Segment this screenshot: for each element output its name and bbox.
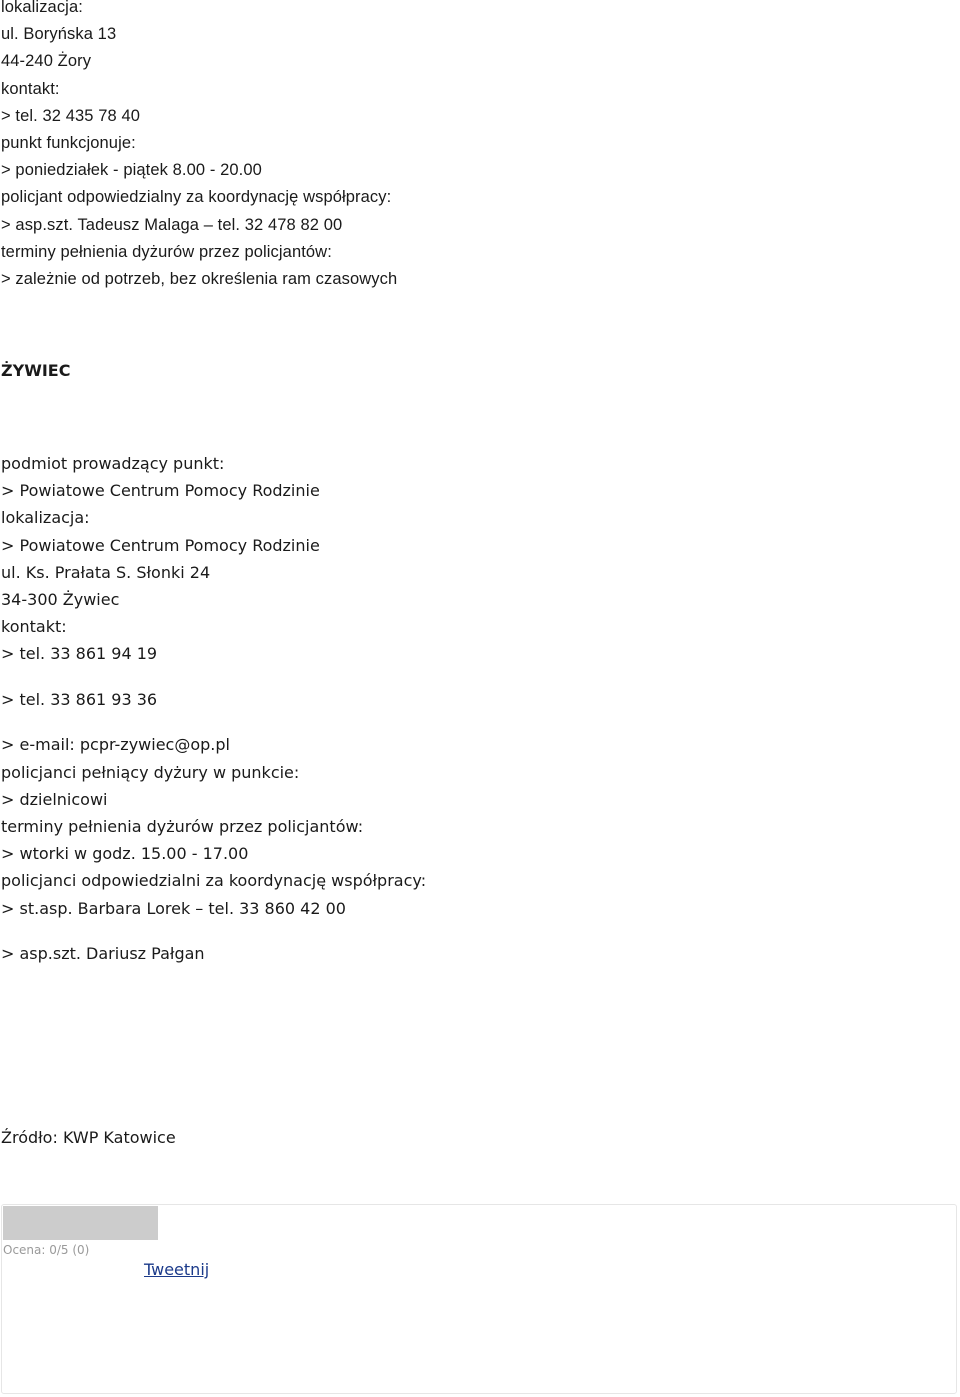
label-operator: podmiot prowadzący punkt:	[1, 454, 225, 473]
zywiec-contact-block	[1, 450, 426, 967]
hours-line: > poniedziałek - piątek 8.00 - 20.00	[1, 161, 262, 180]
label-coordinators: policjanci odpowiedzialni za koordynację współpracy:	[1, 871, 427, 891]
rating-stars-widget[interactable]	[3, 1206, 158, 1240]
email-line: > e-mail: pcpr-zywiec@op.pl	[1, 735, 230, 755]
operator-line: > Powiatowe Centrum Pomocy Rodzinie	[1, 481, 320, 501]
coordinator-line-2: > asp.szt. Dariusz Pałgan	[1, 944, 205, 964]
section-heading-zywiec: ŻYWIEC	[1, 361, 71, 380]
rating-share-box	[1, 1204, 957, 1394]
label-kontakt: kontakt:	[1, 79, 60, 98]
label-hours: punkt funkcjonuje:	[1, 133, 136, 152]
address-city: 44-240 Żory	[1, 52, 92, 71]
phone-line-2: > tel. 33 861 93 36	[1, 689, 158, 709]
label-duty-officers: policjanci pełniący dyżury w punkcie:	[1, 762, 300, 782]
label-duty-terms: terminy pełnienia dyżurów przez policjantów:	[1, 817, 364, 837]
coordinator-line: > asp.szt. Tadeusz Malaga – tel. 32 478 82 00	[1, 215, 343, 234]
label-duty-terms: terminy pełnienia dyżurów przez policjantów:	[1, 242, 332, 261]
address-city: 34-300 Żywiec	[1, 589, 120, 609]
duty-terms-line: > zależnie od potrzeb, bez określenia ram czasowych	[1, 269, 398, 288]
phone-line-1: > tel. 33 861 94 19	[1, 644, 158, 664]
rating-summary: Ocena: 0/5 (0)	[3, 1243, 90, 1257]
label-coordinator: policjant odpowiedzialny za koordynację współpracy:	[1, 188, 392, 207]
phone-line: > tel. 32 435 78 40	[1, 106, 141, 125]
coordinator-line-1: > st.asp. Barbara Lorek – tel. 33 860 42 00	[1, 898, 346, 918]
tweet-link[interactable]: Tweetnij	[144, 1260, 210, 1279]
label-lokalizacja: lokalizacja:	[1, 508, 90, 528]
duty-terms-line: > wtorki w godz. 15.00 - 17.00	[1, 844, 249, 864]
address-street: ul. Boryńska 13	[1, 25, 117, 44]
address-street: ul. Ks. Prałata S. Słonki 24	[1, 562, 211, 582]
source-attribution: Źródło: KWP Katowice	[1, 1128, 176, 1147]
duty-officers-line: > dzielnicowi	[1, 789, 108, 809]
label-lokalizacja: lokalizacja:	[1, 0, 83, 16]
top-contact-block	[1, 0, 397, 293]
location-line: > Powiatowe Centrum Pomocy Rodzinie	[1, 535, 320, 555]
label-kontakt: kontakt:	[1, 617, 67, 637]
